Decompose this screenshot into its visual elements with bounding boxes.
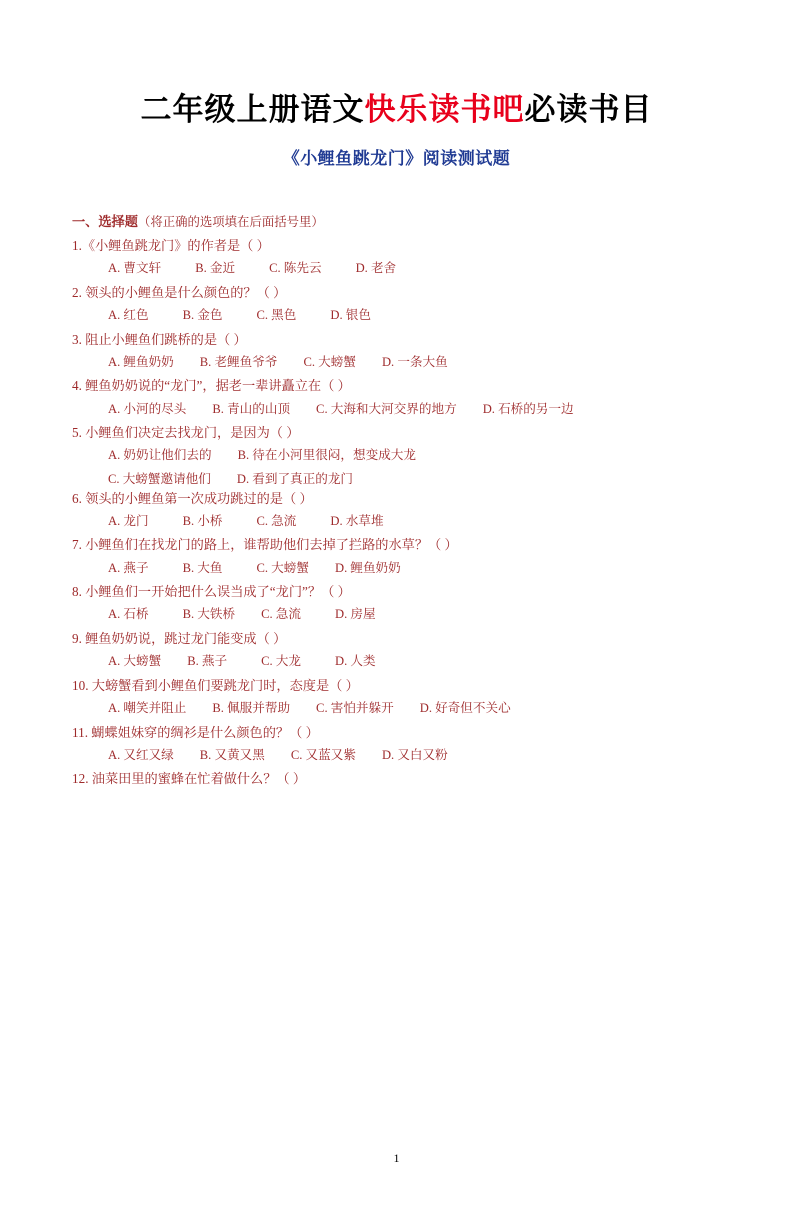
section-heading xyxy=(72,215,721,228)
option-spacer xyxy=(457,403,483,416)
question-stem: 8. 小鲤鱼们一开始把什么误当成了“龙门”？（ ） xyxy=(72,584,351,600)
option-spacer xyxy=(309,562,335,575)
question-options xyxy=(72,515,721,528)
option-choice[interactable]: B. 老鲤鱼爷爷 xyxy=(199,354,278,369)
option-spacer xyxy=(322,262,356,275)
question-options xyxy=(72,473,721,486)
option-choice[interactable]: A. 燕子 xyxy=(108,560,149,575)
option-spacer xyxy=(222,562,256,575)
option-choice[interactable]: B. 金近 xyxy=(195,261,236,276)
title-before: 二年级上册语文 xyxy=(140,92,365,127)
option-choice[interactable]: D. 好奇但不关心 xyxy=(419,701,511,716)
question-list xyxy=(72,215,721,786)
question-stem: 6. 领头的小鲤鱼第一次成功跳过的是（ ） xyxy=(72,490,313,506)
option-choice[interactable]: A. 嘲笑并阻止 xyxy=(108,701,187,716)
option-spacer xyxy=(290,403,316,416)
option-spacer xyxy=(186,702,212,715)
option-spacer xyxy=(149,515,183,528)
option-spacer xyxy=(174,749,200,762)
option-choice[interactable]: D. 看到了真正的龙门 xyxy=(236,472,354,487)
option-choice[interactable]: D. 鲤鱼奶奶 xyxy=(334,560,401,575)
page-number: 1 xyxy=(393,1151,400,1165)
section-label: 一、选择题 xyxy=(72,213,138,229)
question-options xyxy=(72,309,721,322)
question-stem: 2. 领头的小鲤鱼是什么颜色的？（ ） xyxy=(72,284,287,300)
option-spacer xyxy=(186,403,212,416)
option-spacer xyxy=(356,356,382,369)
option-choice[interactable]: D. 一条大鱼 xyxy=(381,354,448,369)
question-options xyxy=(72,702,721,715)
option-choice[interactable]: C. 害怕并躲开 xyxy=(316,701,394,716)
option-choice[interactable]: A. 小河的尽头 xyxy=(108,401,187,416)
option-choice[interactable]: D. 人类 xyxy=(334,654,376,669)
section-note: （将正确的选项填在后面括号里） xyxy=(137,214,324,229)
question-options xyxy=(72,262,721,275)
option-spacer xyxy=(301,608,335,621)
option-choice[interactable]: B. 燕子 xyxy=(187,654,228,669)
option-choice[interactable]: C. 黑色 xyxy=(256,308,297,323)
option-spacer xyxy=(174,356,200,369)
page-title xyxy=(72,92,721,128)
option-choice[interactable]: C. 大螃蟹 xyxy=(256,560,309,575)
question-options xyxy=(72,655,721,668)
option-choice[interactable]: D. 石桥的另一边 xyxy=(482,401,574,416)
question-stem: 7. 小鲤鱼们在找龙门的路上，谁帮助他们去掉了拦路的水草？（ ） xyxy=(72,537,458,553)
option-choice[interactable]: C. 急流 xyxy=(256,513,297,528)
option-spacer xyxy=(301,655,335,668)
option-choice[interactable]: B. 金色 xyxy=(182,308,223,323)
option-spacer xyxy=(149,562,183,575)
option-choice[interactable]: C. 大龙 xyxy=(261,654,301,669)
title-highlight: 快乐读书吧 xyxy=(364,92,525,127)
option-spacer xyxy=(290,702,316,715)
option-choice[interactable]: C. 急流 xyxy=(261,607,301,622)
option-choice[interactable]: B. 大铁桥 xyxy=(182,607,236,622)
option-choice[interactable]: C. 又蓝又紫 xyxy=(290,747,356,762)
question-options xyxy=(72,749,721,762)
option-choice[interactable]: C. 大海和大河交界的地方 xyxy=(316,401,457,416)
question-stem: 11. 蝴蝶姐妹穿的绸衫是什么颜色的？（ ） xyxy=(72,724,319,740)
question-options xyxy=(72,608,721,621)
question-stem: 3. 阻止小鲤鱼们跳桥的是（ ） xyxy=(72,331,247,347)
page-subtitle: 《小鲤鱼跳龙门》阅读测试题 xyxy=(282,148,511,168)
question-options xyxy=(72,562,721,575)
option-spacer xyxy=(161,262,195,275)
option-choice[interactable]: A. 鲤鱼奶奶 xyxy=(108,354,174,369)
option-spacer xyxy=(296,309,330,322)
option-choice[interactable]: A. 奶奶让他们去的 xyxy=(108,448,212,463)
option-spacer xyxy=(265,749,291,762)
option-choice[interactable]: B. 青山的山顶 xyxy=(212,401,291,416)
option-spacer xyxy=(212,449,238,462)
option-spacer xyxy=(222,309,256,322)
option-choice[interactable]: A. 石桥 xyxy=(108,607,149,622)
option-spacer xyxy=(277,356,303,369)
question-stem: 10. 大螃蟹看到小鲤鱼们要跳龙门时，态度是（ ） xyxy=(72,677,359,693)
option-choice[interactable]: D. 又白又粉 xyxy=(381,747,448,762)
option-choice[interactable]: B. 佩服并帮助 xyxy=(212,701,291,716)
option-choice[interactable]: D. 银色 xyxy=(330,308,371,323)
option-choice[interactable]: B. 又黄又黑 xyxy=(199,747,265,762)
option-choice[interactable]: C. 大螃蟹邀请他们 xyxy=(108,472,211,487)
option-choice[interactable]: B. 大鱼 xyxy=(182,560,223,575)
option-spacer xyxy=(296,515,330,528)
question-stem: 9. 鲤鱼奶奶说，跳过龙门能变成（ ） xyxy=(72,631,287,647)
option-choice[interactable]: B. 待在小河里很闷，想变成大龙 xyxy=(237,448,416,463)
option-choice[interactable]: A. 又红又绿 xyxy=(108,747,174,762)
option-choice[interactable]: C. 陈先云 xyxy=(269,261,322,276)
option-choice[interactable]: D. 房屋 xyxy=(334,607,376,622)
option-choice[interactable]: D. 老舍 xyxy=(355,261,397,276)
option-spacer xyxy=(235,262,269,275)
question-stem: 12. 油菜田里的蜜蜂在忙着做什么？（ ） xyxy=(72,771,307,787)
document-page xyxy=(0,92,793,1214)
option-choice[interactable]: B. 小桥 xyxy=(182,513,223,528)
question-stem: 1.《小鲤鱼跳龙门》的作者是（ ） xyxy=(72,238,270,254)
option-choice[interactable]: C. 大螃蟹 xyxy=(303,354,356,369)
option-spacer xyxy=(356,749,382,762)
option-spacer xyxy=(227,655,261,668)
question-stem: 5. 小鲤鱼们决定去找龙门，是因为（ ） xyxy=(72,425,300,441)
question-options xyxy=(72,356,721,369)
option-choice[interactable]: D. 水草堆 xyxy=(330,513,384,528)
option-spacer xyxy=(394,702,420,715)
question-stem: 4. 鲤鱼奶奶说的“龙门”，据老一辈讲矗立在（ ） xyxy=(72,378,351,394)
option-spacer xyxy=(149,608,183,621)
option-choice[interactable]: A. 曹文轩 xyxy=(108,261,162,276)
option-choice[interactable]: A. 红色 xyxy=(108,308,149,323)
option-spacer xyxy=(235,608,261,621)
title-after: 必读书目 xyxy=(524,92,653,127)
question-options xyxy=(72,403,721,416)
option-choice[interactable]: A. 龙门 xyxy=(108,513,149,528)
option-spacer xyxy=(149,309,183,322)
option-spacer xyxy=(161,655,187,668)
questions-container xyxy=(72,239,721,786)
option-choice[interactable]: A. 大螃蟹 xyxy=(108,654,162,669)
option-spacer xyxy=(222,515,256,528)
question-options xyxy=(72,449,721,462)
option-spacer xyxy=(211,473,237,486)
